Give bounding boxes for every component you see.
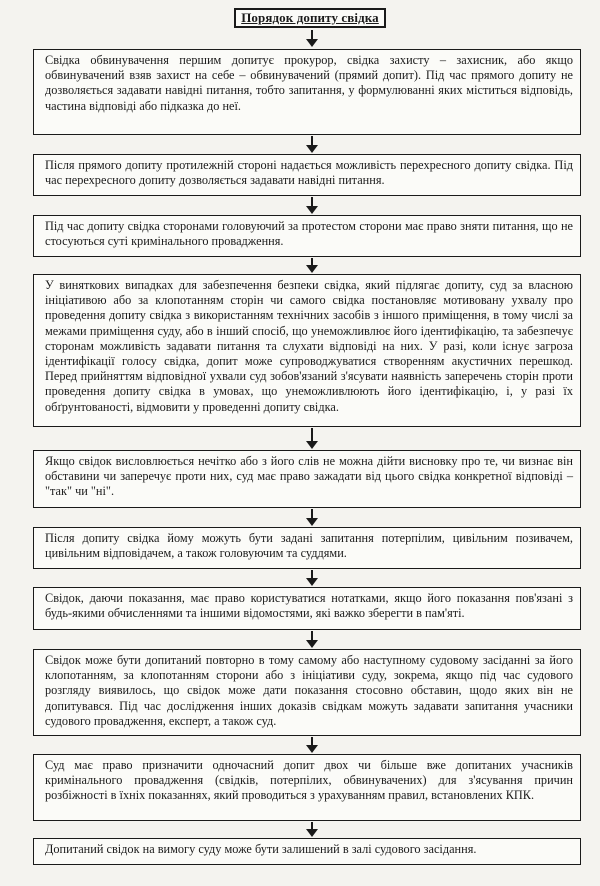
step-box-notes-usage bbox=[33, 587, 581, 630]
flow-arrow bbox=[306, 30, 318, 47]
step-text: Якщо свідок висловлюється нечітко або з його слів не можна дійти висновку про те, чи визнає він обставини чи заперечує проти них, суд має право зажадати від цього свідка конкретної відповіді – "так" чи "ні". bbox=[45, 454, 573, 499]
step-box-unclear-testimony bbox=[33, 450, 581, 508]
step-text: Під час допиту свідка сторонами головуючий за протестом сторони має право зняти питання, що не стосуються суті кримінального провадження. bbox=[45, 219, 573, 249]
flow-arrow bbox=[306, 428, 318, 449]
flow-arrow bbox=[306, 631, 318, 648]
diagram-title-box bbox=[234, 8, 386, 28]
step-box-cross-examination bbox=[33, 154, 581, 196]
flow-arrow bbox=[306, 197, 318, 214]
step-box-witness-security bbox=[33, 274, 581, 427]
step-box-witness-remains-in-hall bbox=[33, 838, 581, 865]
flow-arrow bbox=[306, 258, 318, 273]
flow-arrow bbox=[306, 136, 318, 153]
step-text: У виняткових випадках для забезпечення безпеки свідка, який підлягає допиту, суд за власною ініціативою або за клопотанням сторін чи самого свідка постановляє мотивовану ухвалу про проведення допиту свідка з використанням технічних засобів з іншого приміщення, в тому числі за межами приміщення суду, або в інший спосіб, що унеможливлює його ідентифікацію, та забезпечує сторонам можливість задавати питання та слухати відповіді на них. У разі, коли існує загроза ідентифікації голосу свідка, допит може супроводжуватися створенням акустичних перешкод. Перед прийняттям відповідної ухвали суд зобов'язаний з'ясувати наявність заперечень сторін проти проведення допиту свідка в умовах, що унеможливлюють його ідентифікацію, і, у разі їх обґрунтованості, відмовити у проведенні допиту свідка. bbox=[45, 278, 573, 414]
flow-arrow bbox=[306, 570, 318, 586]
step-box-repeat-examination bbox=[33, 649, 581, 736]
step-text: Свідка обвинувачення першим допитує прокурор, свідка захисту – захисник, або якщо обвинувачений взяв захист на себе – обвинувачений (прямий допит). Під час прямого допиту не дозволяється задавати навідні питання, тобто запитання, у формулюванні яких міститься відповідь, частина відповіді або підказка до неї. bbox=[45, 53, 573, 113]
step-text: Після прямого допиту протилежній стороні надається можливість перехресного допиту свідка. Під час перехресного допиту дозволяється задавати навідні питання. bbox=[45, 158, 573, 188]
step-text: Свідок, даючи показання, має право користуватися нотатками, якщо його показання пов'язані з будь-якими обчисленнями та іншими відомостями, які важко зберегти в пам'яті. bbox=[45, 591, 573, 621]
step-text: Свідок може бути допитаний повторно в тому самому або наступному судовому засіданні за його клопотанням, за клопотанням сторони або з ініціативи суду, зокрема, якщо під час судового розгляду виявилось, що свідок може дати показання стосовно обставин, щодо яких він не допитувався. Під час дослідження інших доказів свідкам можуть задавати запитання учасники судового провадження, експерт, а також суд. bbox=[45, 653, 573, 728]
flow-arrow bbox=[306, 509, 318, 526]
flow-arrow bbox=[306, 822, 318, 837]
step-text: Допитаний свідок на вимогу суду може бути залишений в залі судового засідання. bbox=[45, 842, 477, 856]
step-text: Суд має право призначити одночасний допит двох чи більше вже допитаних учасників кримінального провадження (свідків, потерпілих, обвинувачених) для з'ясування причин розбіжності в їхніх показаннях, який проводиться з урахуванням правил, встановлених КПК. bbox=[45, 758, 573, 803]
step-box-questions-by-victim bbox=[33, 527, 581, 569]
diagram-title: Порядок допиту свідка bbox=[241, 10, 379, 25]
step-box-prosecutor-direct-examination bbox=[33, 49, 581, 135]
step-box-simultaneous-examination bbox=[33, 754, 581, 821]
step-text: Після допиту свідка йому можуть бути задані запитання потерпілим, цивільним позивачем, цивільним відповідачем, а також головуючим та суддями. bbox=[45, 531, 573, 561]
flow-arrow bbox=[306, 737, 318, 753]
step-box-presiding-judge-objection bbox=[33, 215, 581, 257]
